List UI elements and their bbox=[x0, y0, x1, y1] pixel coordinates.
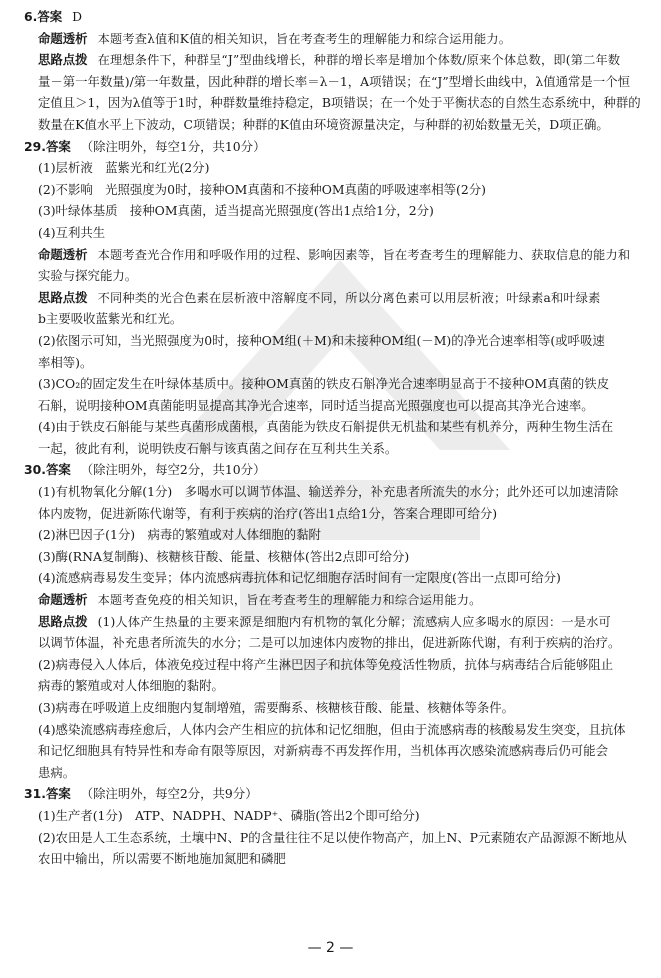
analysis-label: 思路点拨 bbox=[38, 613, 88, 629]
analysis-label: 命题透析 bbox=[38, 30, 88, 46]
analysis-line bbox=[30, 611, 641, 633]
analysis-line bbox=[30, 244, 641, 266]
text-line: 一起，彼此有利，说明铁皮石斛与该真菌之间存在互利共生关系。 bbox=[38, 440, 398, 456]
answer-label: 答案 bbox=[37, 9, 63, 24]
answer-heading bbox=[24, 459, 641, 481]
text-line: 率相等)。 bbox=[38, 354, 93, 370]
answer-item: (2)淋巴因子(1分) 病毒的繁殖或对人体细胞的黏附 bbox=[38, 527, 321, 543]
text-line: 量－第一年数量)/第一年数量，因此种群的增长率＝λ－1，A项错误；在“J”型增长曲线中，λ值通常是一个恒 bbox=[38, 73, 630, 89]
analysis-line bbox=[30, 28, 641, 50]
answer-item: (2)农田是人工生态系统，土壤中N、P的含量往往不足以使作物高产，加上N、P元素随农产品源源不断地从 bbox=[38, 829, 627, 845]
text-line: b主要吸收蓝紫光和红光。 bbox=[38, 311, 183, 327]
analysis-text: 在理想条件下，种群呈“J”型曲线增长，种群的增长率是增加个体数/原来个体总数，即(第二年数 bbox=[97, 53, 621, 68]
analysis-text: (1)人体产生热量的主要来源是细胞内有机物的氧化分解；流感病人应多喝水的原因：一是水可 bbox=[97, 614, 611, 629]
question-number: 29. bbox=[24, 138, 46, 154]
answer-item: (1)有机物氧化分解(1分) 多喝水可以调节体温、输送养分，补充患者所流失的水分；此外还可以加速清除 bbox=[38, 484, 619, 500]
text-line: 数量在K值水平上下波动，C项错误；种群的K值由环境资源量决定，与种群的初始数量无关，D项正确。 bbox=[38, 116, 609, 132]
answer-item: (2)不影响 光照强度为0时，接种OM真菌和不接种OM真菌的呼吸速率相等(2分) bbox=[38, 181, 487, 197]
answer-item: (4)互利共生 bbox=[38, 224, 106, 240]
analysis-text: 本题考查光合作用和呼吸作用的过程、影响因素等，旨在考查考生的理解能力、获取信息的能力和 bbox=[97, 247, 631, 262]
analysis-label: 思路点拨 bbox=[38, 289, 88, 305]
text-line: 定值且＞1，因为λ值等于1时，种群数量维持稳定，B项错误；在一个处于平衡状态的自然生态系统中，种群的 bbox=[38, 95, 641, 111]
answer-summary: （除注明外，每空2分，共10分） bbox=[80, 462, 266, 478]
answer-label: 答案 bbox=[45, 462, 71, 478]
analysis-line bbox=[30, 49, 641, 71]
text-line: (2)依图示可知，当光照强度为0时，接种OM组(＋M)和未接种OM组(－M)的净光合速率相等(或呼吸速 bbox=[38, 332, 605, 348]
text-line: (3)CO₂的固定发生在叶绿体基质中。接种OM真菌的铁皮石斛净光合速率明显高于不接种OM真菌的铁皮 bbox=[38, 376, 610, 392]
text-line: 实验与探究能力。 bbox=[38, 268, 138, 284]
analysis-line bbox=[30, 287, 641, 309]
text-line: 石斛，说明接种OM真菌能明显提高其净光合速率，同时适当提高光照强度也可以提高其净光合速率。 bbox=[38, 397, 594, 413]
answer-item: (1)生产者(1分) ATP、NADPH、NADP⁺、磷脂(答出2个即可给分) bbox=[38, 807, 420, 823]
question-number: 30. bbox=[24, 462, 46, 478]
text-line: 和记忆细胞具有特异性和寿命有限等原因，对新病毒不再发挥作用，当机体再次感染流感病毒后仍可能会 bbox=[38, 743, 608, 759]
analysis-text: 本题考查免疫的相关知识，旨在考查考生的理解能力和综合运用能力。 bbox=[97, 593, 482, 608]
answer-heading bbox=[24, 783, 641, 805]
answer-summary: （除注明外，每空1分，共10分） bbox=[80, 138, 266, 154]
text-line: 农田中输出，所以需要不断地施加氮肥和磷肥 bbox=[38, 851, 286, 867]
answer-item: (3)叶绿体基质 接种OM真菌，适当提高光照强度(答出1点给1分，2分) bbox=[38, 203, 434, 219]
text-line: (4)感染流感病毒痊愈后，人体内会产生相应的抗体和记忆细胞，但由于流感病毒的核酸易发生突变，且抗体 bbox=[38, 721, 626, 737]
text-line: (2)病毒侵入人体后，体液免疫过程中将产生淋巴因子和抗体等免疫活性物质，抗体与病毒结合后能够阻止 bbox=[38, 656, 614, 672]
answer-label: 答案 bbox=[45, 138, 71, 154]
question-number: 31. bbox=[24, 786, 46, 802]
question-number: 6. bbox=[24, 9, 38, 24]
answer-heading bbox=[24, 6, 641, 28]
analysis-label: 命题透析 bbox=[38, 246, 88, 262]
analysis-text: 本题考查λ值和K值的相关知识，旨在考查考生的理解能力和综合运用能力。 bbox=[97, 31, 512, 46]
text-line: (3)病毒在呼吸道上皮细胞内复制增殖，需要酶系、核糖核苷酸、能量、核糖体等条件。 bbox=[38, 700, 515, 715]
text-line: 以调节体温，补充患者所流失的水分；二是可以加速体内废物的排出，促进新陈代谢，有利于疾病的治疗。 bbox=[38, 635, 621, 651]
text-line: 患病。 bbox=[38, 764, 76, 780]
answer-label: 答案 bbox=[45, 786, 71, 802]
analysis-text: 不同种类的光合色素在层析液中溶解度不同，所以分离色素可以用层析液；叶绿素a和叶绿素 bbox=[97, 290, 601, 305]
answer-summary: D bbox=[72, 9, 83, 24]
analysis-label: 思路点拨 bbox=[38, 52, 88, 68]
answer-summary: （除注明外，每空2分，共9分） bbox=[80, 786, 258, 802]
answer-item: (4)流感病毒易发生变异；体内流感病毒抗体和记忆细胞存活时间有一定限度(答出一点即可给分) bbox=[38, 570, 561, 586]
analysis-line bbox=[30, 589, 641, 611]
page-number: — 2 — bbox=[307, 940, 354, 956]
answer-item: (1)层析液 蓝紫光和红光(2分) bbox=[38, 160, 210, 176]
text-line: (4)由于铁皮石斛能与某些真菌形成菌根，真菌能为铁皮石斛提供无机盐和某些有机养分，两种生物生活在 bbox=[38, 419, 614, 435]
answer-heading bbox=[24, 136, 641, 158]
answer-item: (3)酶(RNA复制酶)、核糖核苷酸、能量、核糖体(答出2点即可给分) bbox=[38, 548, 410, 564]
analysis-label: 命题透析 bbox=[38, 592, 88, 608]
text-line: 体内废物，促进新陈代谢等，有利于疾病的治疗(答出1点给1分，答案合理即可给分) bbox=[38, 505, 498, 521]
text-line: 病毒的繁殖或对人体细胞的黏附。 bbox=[38, 678, 224, 694]
